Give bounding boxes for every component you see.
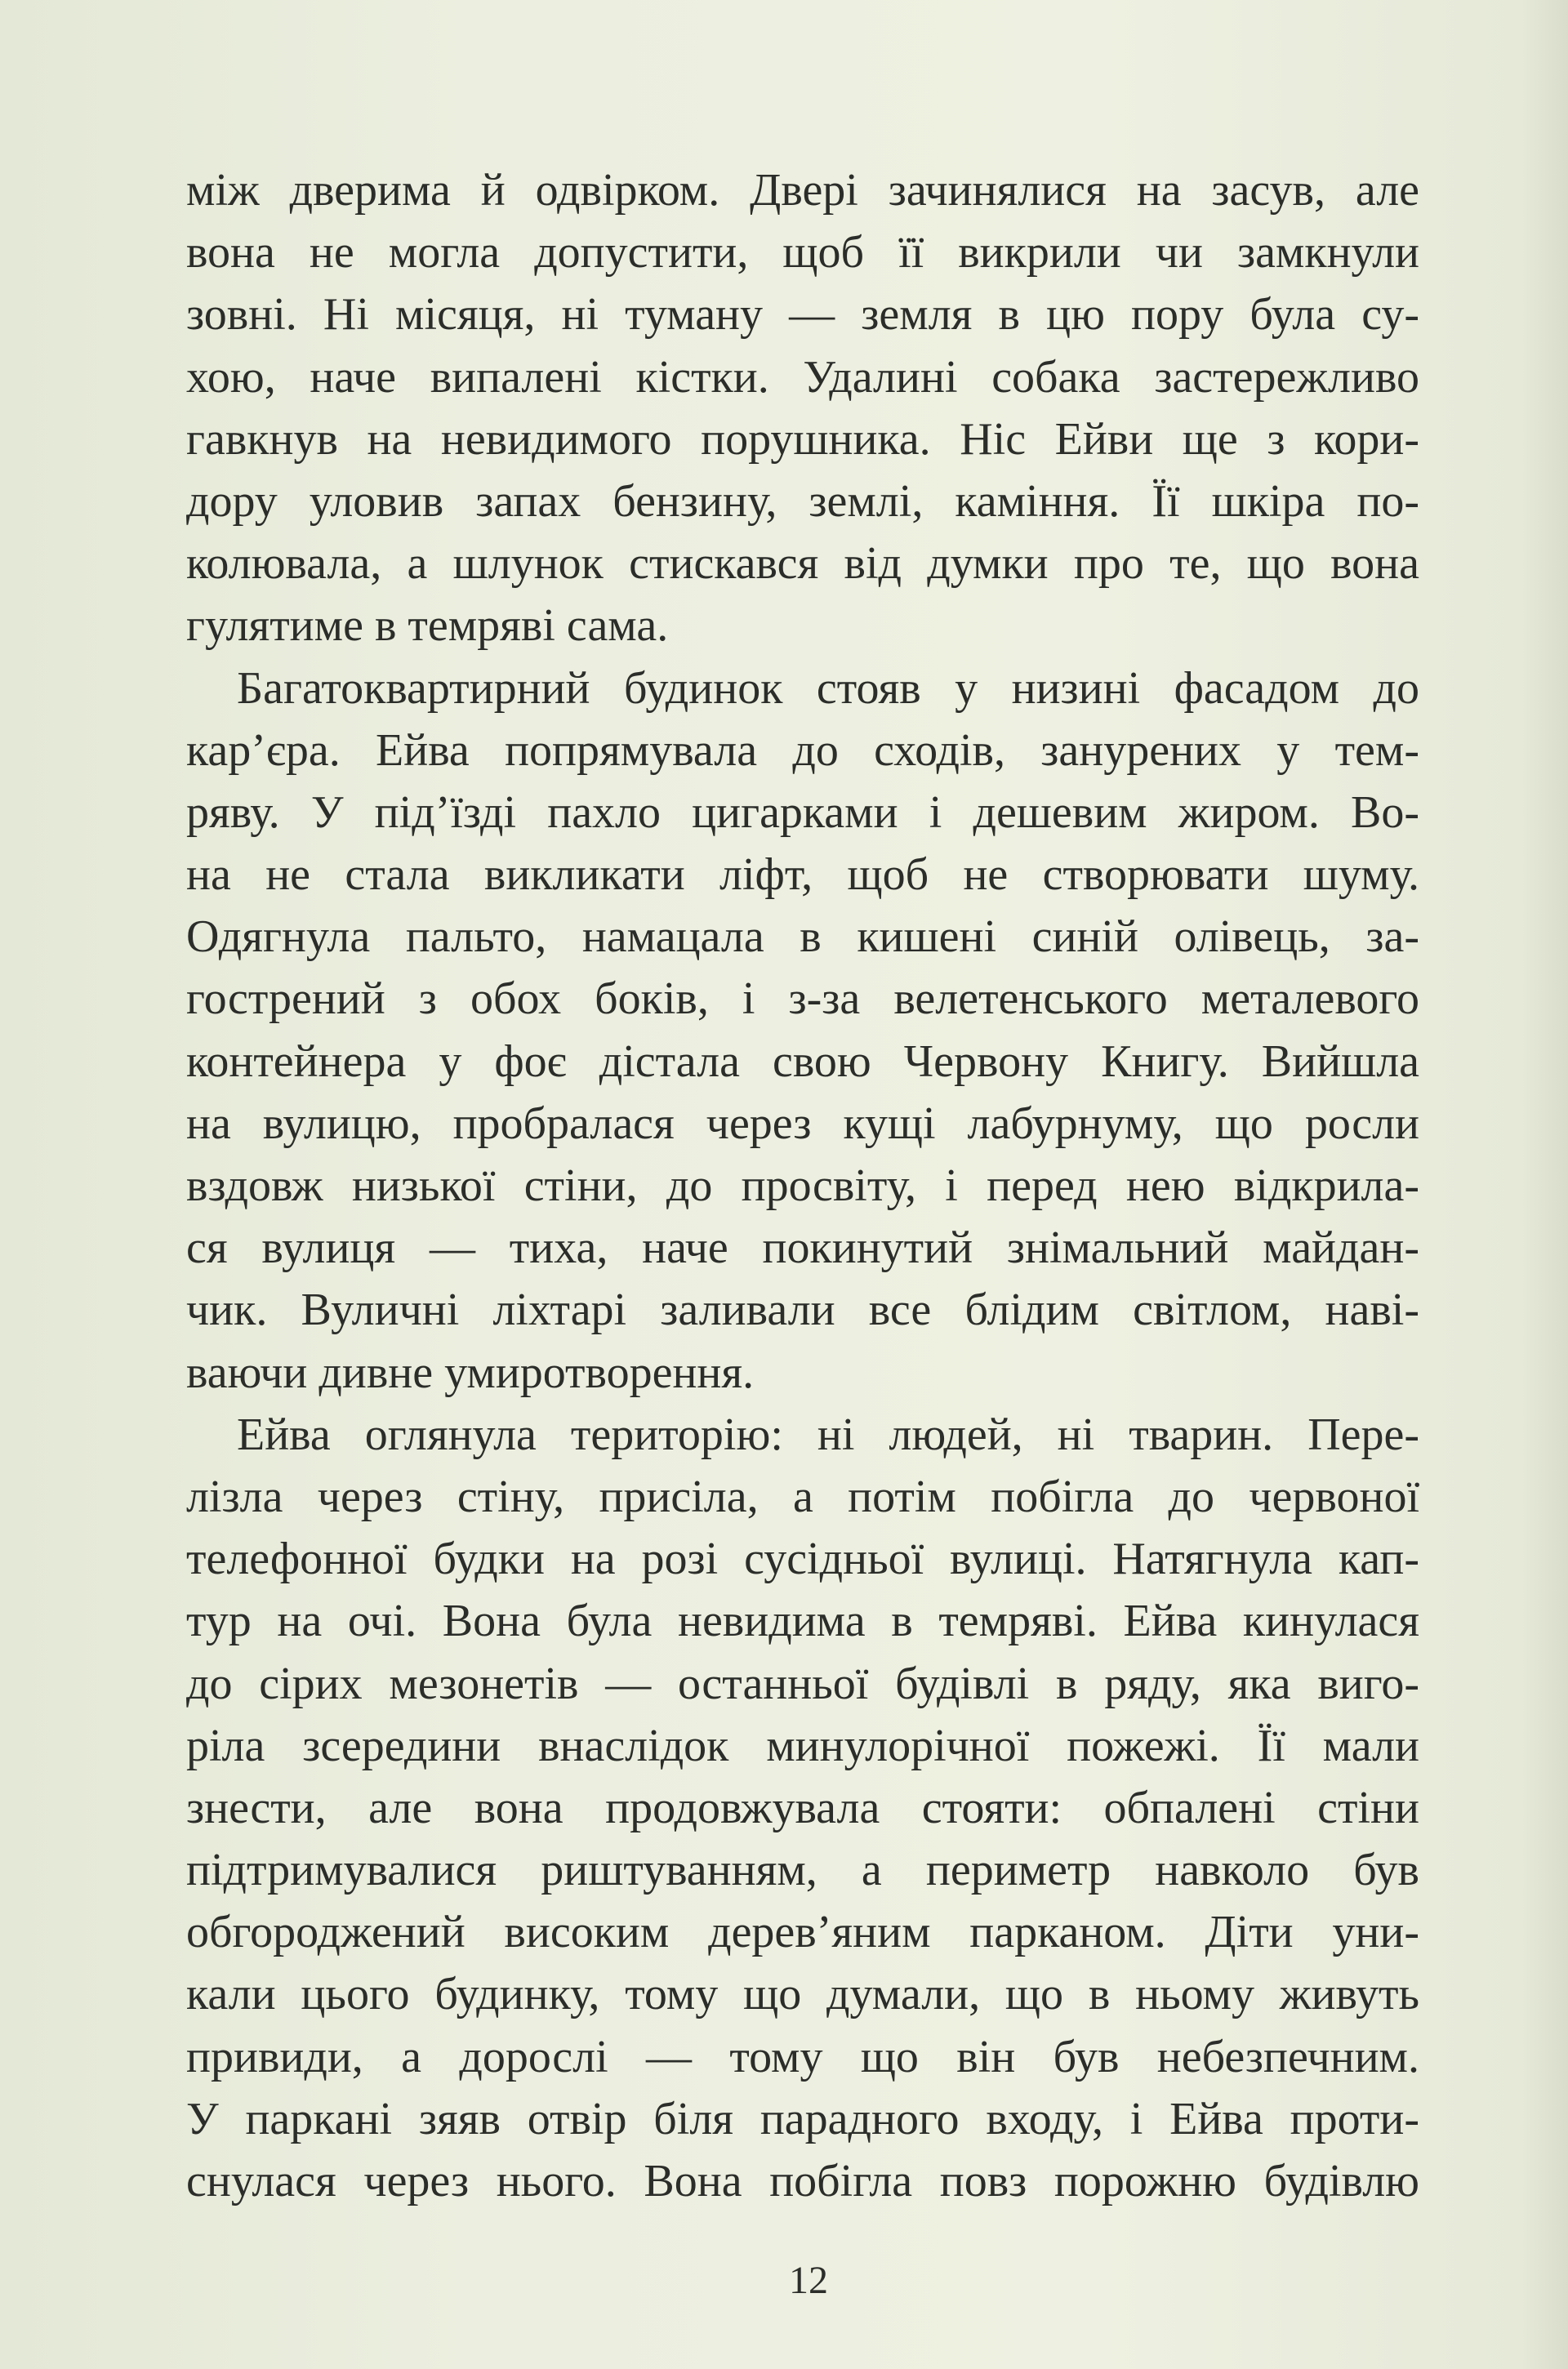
paragraph	[186, 1404, 1419, 2212]
text-line: ся вулиця — тиха, наче покинутий знімальний майдан-	[186, 1222, 1419, 1274]
text-line: кали цього будинку, тому що думали, що в ньому живуть	[186, 1969, 1419, 2020]
text-line: Ейва оглянула територію: ні людей, ні тварин. Пере-	[237, 1409, 1419, 1460]
text-line: на не стала викликати ліфт, щоб не створювати шуму.	[186, 849, 1419, 901]
text-line: вздовж низької стіни, до просвіту, і перед нею відкрила-	[186, 1160, 1419, 1211]
text-line: гострений з обох боків, і з-за велетенського металевого	[186, 973, 1419, 1025]
text-line: гавкнув на невидимого порушника. Ніс Ейви ще з кори-	[186, 413, 1419, 465]
text-line: ряву. У під’їзді пахло цигарками і дешевим жиром. Во-	[186, 786, 1419, 838]
text-line: ваючи дивне умиротворення.	[186, 1347, 755, 1398]
text-line: лізла через стіну, присіла, а потім побігла до червоної	[186, 1471, 1419, 1522]
body-text	[186, 159, 1419, 2212]
text-line: Одягнула пальто, намацала в кишені синій олівець, за-	[186, 911, 1419, 963]
text-line: ріла зсередини внаслідок минулорічної пожежі. Її мали	[186, 1720, 1419, 1771]
text-line: між дверима й одвірком. Двері зачинялися на засув, але	[186, 165, 1419, 216]
page-number: 12	[789, 2259, 828, 2302]
text-line: обгороджений високим дерев’яним парканом. Діти уни-	[186, 1907, 1419, 1958]
text-line: телефонної будки на розі сусідньої вулиці. Натягнула кап-	[186, 1534, 1419, 1585]
text-line: хою, наче випалені кістки. Удалині собака застережливо	[186, 351, 1419, 403]
text-line: Багатоквартирний будинок стояв у низині фасадом до	[237, 662, 1419, 714]
text-line: чик. Вуличні ліхтарі заливали все блідим світлом, наві-	[186, 1285, 1419, 1336]
text-line: на вулицю, пробралася через кущі лабурнуму, що росли	[186, 1098, 1419, 1149]
text-line: підтримувалися риштуванням, а периметр навколо був	[186, 1845, 1419, 1896]
text-line: вона не могла допустити, щоб її викрили чи замкнули	[186, 227, 1419, 278]
text-line: колювала, а шлунок стискався від думки про те, що вона	[186, 538, 1419, 590]
text-line: снулася через нього. Вона побігла повз порожню будівлю	[186, 2156, 1419, 2206]
text-line: У паркані зяяв отвір біля парадного входу, і Ейва проти-	[186, 2093, 1419, 2144]
paragraph	[186, 159, 1419, 657]
text-line: кар’єра. Ейва попрямувала до сходів, занурених у тем-	[186, 724, 1419, 776]
text-line: знести, але вона продовжувала стояти: обпалені стіни	[186, 1782, 1419, 1833]
text-line: зовні. Ні місяця, ні туману — земля в цю пору була су-	[186, 289, 1419, 341]
text-line: тур на очі. Вона була невидима в темряві. Ейва кинулася	[186, 1596, 1419, 1647]
text-line: привиди, а дорослі — тому що він був небезпечним.	[186, 2031, 1419, 2082]
paragraph	[186, 657, 1419, 1404]
text-line: дору уловив запах бензину, землі, каміння. Її шкіра по-	[186, 475, 1419, 527]
text-line: гулятиме в темряві сама.	[186, 600, 669, 652]
text-line: до сірих мезонетів — останньої будівлі в ряду, яка виго-	[186, 1658, 1419, 1709]
text-line: контейнера у фоє дістала свою Червону Книгу. Вийшла	[186, 1035, 1419, 1087]
